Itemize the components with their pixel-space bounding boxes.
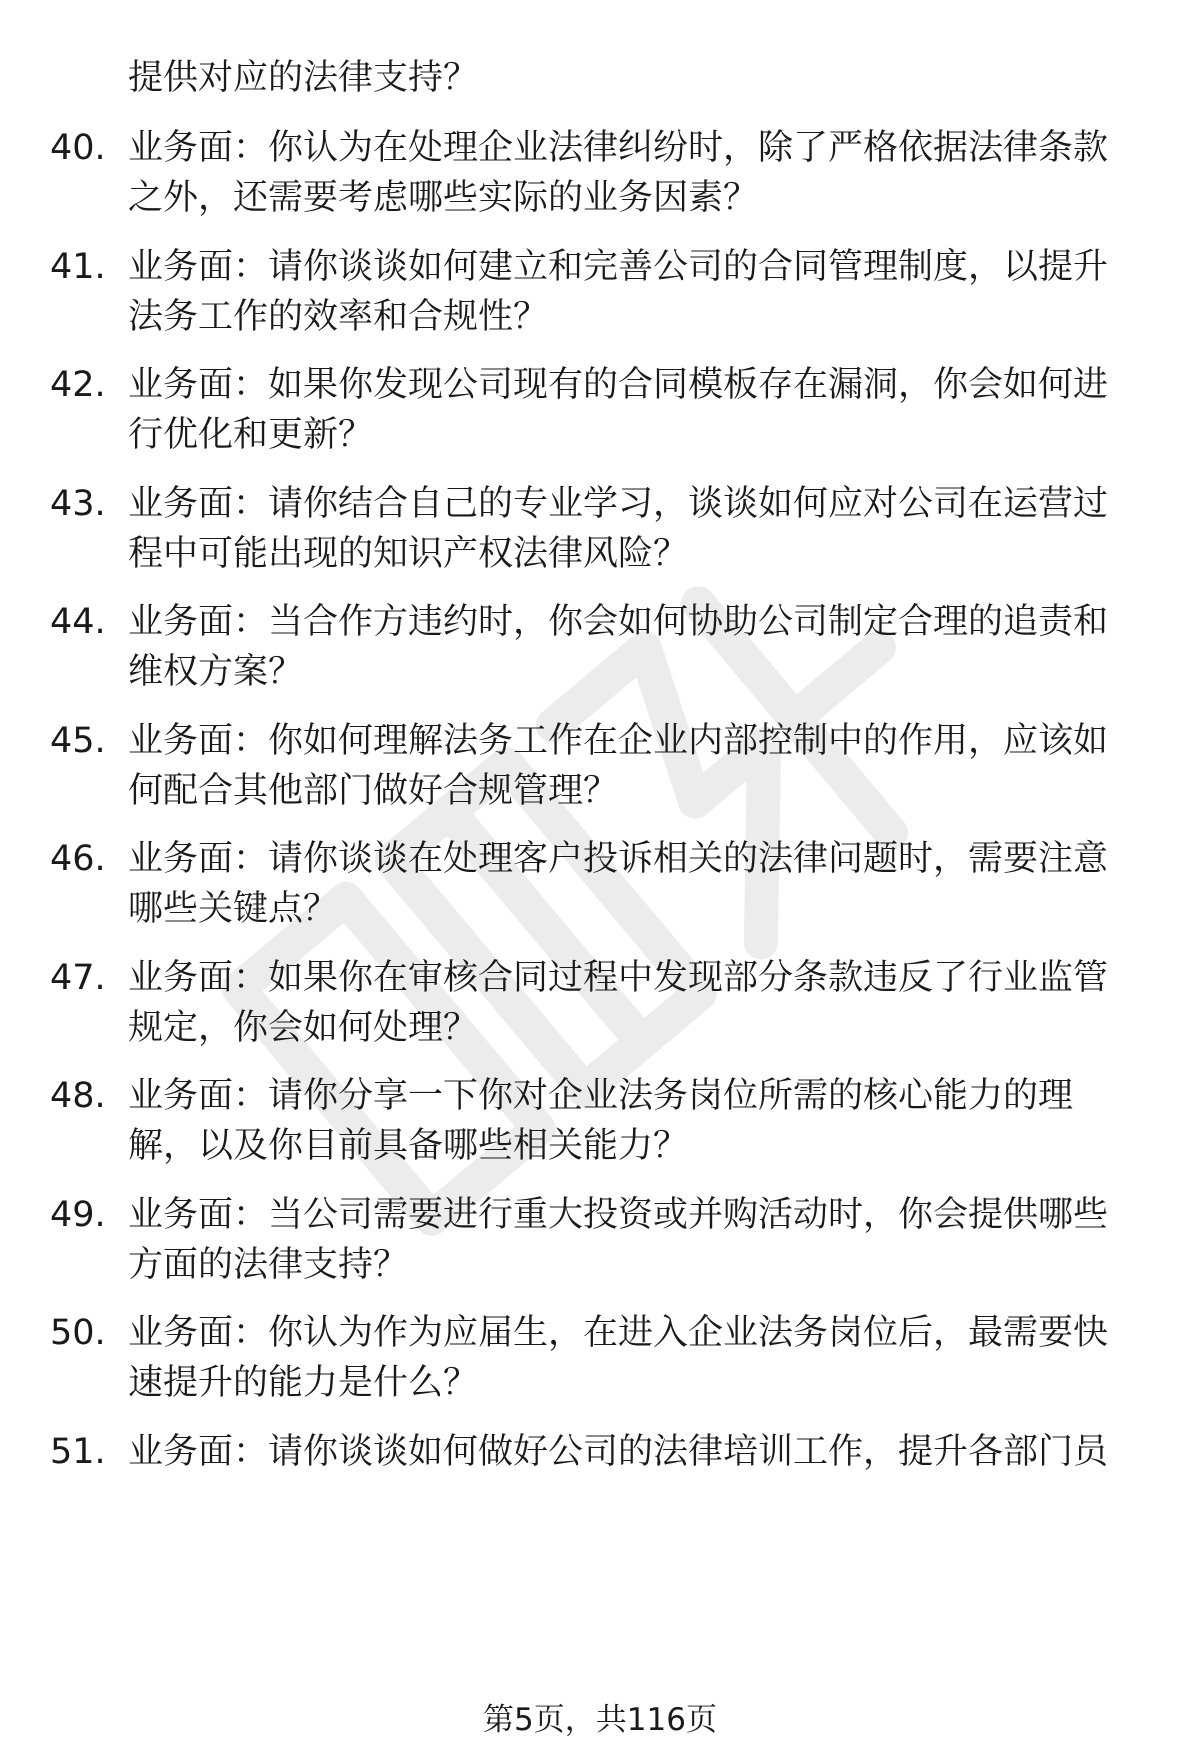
item-number: 49.: [50, 1195, 106, 1235]
item-text: 业务面：如果你发现公司现有的合同模板存在漏洞，你会如何进行优化和更新？: [128, 365, 1109, 455]
item-number: 42.: [50, 365, 106, 405]
list-item: [0, 716, 1200, 816]
item-text: 业务面：当合作方违约时，你会如何协助公司制定合理的追责和维权方案？: [128, 602, 1109, 692]
item-text: 业务面：请你谈谈如何建立和完善公司的合同管理制度，以提升法务工作的效率和合规性？: [128, 247, 1109, 337]
list-item: [0, 360, 1200, 460]
item-number: 50.: [50, 1313, 106, 1353]
page-footer: 第5页，共116页: [483, 1702, 717, 1738]
item-number: 51.: [50, 1432, 106, 1472]
item-text: 业务面：请你谈谈在处理客户投诉相关的法律问题时，需要注意哪些关键点？: [128, 839, 1109, 929]
item-number: 40.: [50, 128, 106, 168]
item-number: 47.: [50, 958, 106, 998]
list-item: [0, 242, 1200, 342]
list-item: [0, 834, 1200, 934]
item-number: 46.: [50, 839, 106, 879]
item-text: 业务面：你认为作为应届生，在进入企业法务岗位后，最需要快速提升的能力是什么？: [128, 1313, 1109, 1403]
item-number: 44.: [50, 602, 106, 642]
list-item: [0, 597, 1200, 697]
item-text: 业务面：如果你在审核合同过程中发现部分条款违反了行业监管规定，你会如何处理？: [128, 958, 1109, 1048]
item-text: 业务面：请你结合自己的专业学习，谈谈如何应对公司在运营过程中可能出现的知识产权法律风险？: [128, 484, 1109, 574]
item-text: 业务面：当公司需要进行重大投资或并购活动时，你会提供哪些方面的法律支持？: [128, 1195, 1109, 1285]
continuation-text: 提供对应的法律支持？: [128, 58, 479, 98]
item-text: 业务面：你如何理解法务工作在企业内部控制中的作用，应该如何配合其他部门做好合规管理？: [128, 721, 1109, 811]
item-text: 业务面：请你谈谈如何做好公司的法律培训工作，提升各部门员: [128, 1432, 1109, 1472]
item-text: 业务面：你认为在处理企业法律纠纷时，除了严格依据法律条款之外，还需要考虑哪些实际的业务因素？: [128, 128, 1109, 218]
list-item: [0, 1308, 1200, 1408]
item-number: 41.: [50, 247, 106, 287]
list-item: [0, 123, 1200, 223]
item-number: 48.: [50, 1076, 106, 1116]
list-item: [0, 1071, 1200, 1171]
list-item: [0, 953, 1200, 1053]
list-item: [0, 1427, 1200, 1527]
item-number: 43.: [50, 484, 106, 524]
list-item: [0, 1190, 1200, 1290]
list-item: [0, 479, 1200, 579]
item-number: 45.: [50, 721, 106, 761]
item-text: 业务面：请你分享一下你对企业法务岗位所需的核心能力的理解，以及你目前具备哪些相关能力？: [128, 1076, 1074, 1166]
